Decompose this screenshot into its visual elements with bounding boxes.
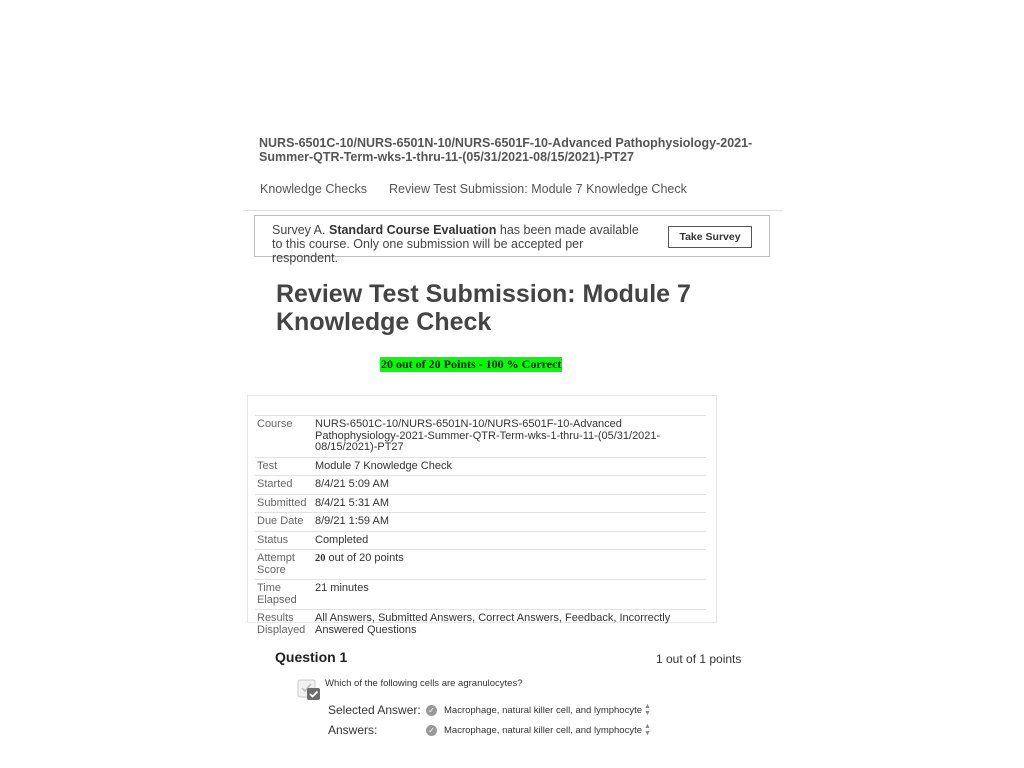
page-title: Review Test Submission: Module 7 Knowledge Check [276, 280, 691, 336]
submission-details-table [255, 415, 706, 639]
question-text: Which of the following cells are agranulocytes? [325, 678, 523, 689]
survey-name: Standard Course Evaluation [328, 223, 497, 237]
check-circle-icon: ✓ [426, 705, 437, 716]
details-row-started [255, 476, 706, 495]
details-value: 8/4/21 5:09 AM [312, 476, 706, 495]
stepper-arrows-icon: ▲ ▼ [644, 723, 651, 737]
details-label: Course [255, 416, 312, 458]
details-value: 21 minutes [312, 580, 706, 610]
take-survey-button[interactable]: Take Survey [668, 226, 752, 248]
answers-label: Answers: [328, 723, 378, 737]
details-value: 8/9/21 1:59 AM [312, 513, 706, 532]
details-row-results-displayed [255, 610, 706, 640]
correct-answer-icon [297, 677, 321, 701]
details-label: Status [255, 531, 312, 550]
details-row-status [255, 531, 706, 550]
survey-message-text: has been made available to this course. Only one submission will be accepted per respondent. [272, 223, 639, 265]
breadcrumb-current-page: Review Test Submission: Module 7 Knowledge Check [389, 182, 687, 196]
details-row-submitted [255, 494, 706, 513]
course-title: NURS-6501C-10/NURS-6501N-10/NURS-6501F-10-Advanced Pathophysiology-2021-Summer-QTR-Term-wks-1-thru-11-(05/31/2021-08/15/2021)-PT27 [259, 136, 753, 164]
answers-value: Macrophage, natural killer cell, and lymphocyte [444, 724, 643, 736]
selected-answer-row [328, 703, 651, 717]
breadcrumb-knowledge-checks[interactable]: Knowledge Checks [260, 182, 368, 196]
survey-notice [254, 215, 770, 265]
selected-answer-value: Macrophage, natural killer cell, and lymphocyte [444, 704, 643, 716]
score-banner: 20 out of 20 Points - 100 % Correct [381, 357, 562, 371]
details-value: NURS-6501C-10/NURS-6501N-10/NURS-6501F-10-Advanced Pathophysiology-2021-Summer-QTR-Term-wks-1-thru-11-(05/31/2021-08/15/2021)-PT27 [312, 416, 706, 458]
details-value: All Answers, Submitted Answers, Correct Answers, Feedback, Incorrectly Answered Questions [312, 610, 706, 640]
details-label: Submitted [255, 494, 312, 513]
stepper-arrows-icon: ▲ ▼ [644, 703, 651, 717]
details-label: Time Elapsed [255, 580, 312, 610]
question-title: Question 1 [275, 649, 348, 665]
details-row-course [255, 416, 706, 458]
breadcrumb [260, 182, 687, 196]
attempt-score-value: 20 [315, 553, 326, 564]
details-value [312, 550, 706, 580]
details-label: Attempt Score [255, 550, 312, 580]
check-circle-icon: ✓ [426, 725, 437, 736]
survey-prefix: Survey A. [272, 223, 329, 237]
submission-details-panel [247, 395, 717, 636]
details-label: Results Displayed [255, 610, 312, 640]
attempt-score-total: out of 20 points [325, 552, 404, 564]
details-value: Module 7 Knowledge Check [312, 457, 706, 476]
breadcrumb-divider [243, 210, 783, 211]
survey-message [272, 223, 652, 265]
selected-answer-label: Selected Answer: [328, 703, 421, 717]
question-points: 1 out of 1 points [656, 652, 742, 666]
details-row-attempt-score [255, 550, 706, 580]
details-label: Started [255, 476, 312, 495]
details-value: 8/4/21 5:31 AM [312, 494, 706, 513]
details-value: Completed [312, 531, 706, 550]
details-row-time-elapsed [255, 580, 706, 610]
details-label: Test [255, 457, 312, 476]
details-label: Due Date [255, 513, 312, 532]
details-row-test [255, 457, 706, 476]
answers-row [328, 723, 651, 737]
details-row-due-date [255, 513, 706, 532]
